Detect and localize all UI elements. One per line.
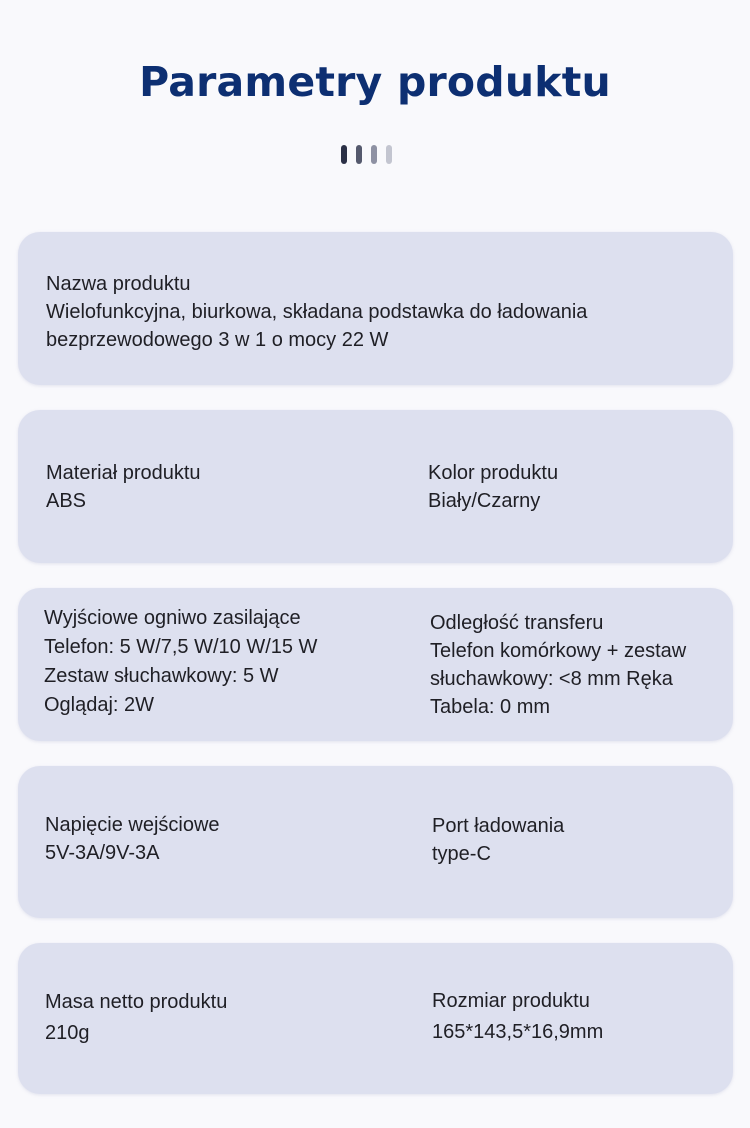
product-name-spec (46, 270, 587, 354)
spec-value: Zestaw słuchawkowy: 5 W (44, 665, 279, 687)
page-indicator-dots (341, 145, 392, 164)
spec-value: 5V-3A/9V-3A (45, 842, 160, 864)
voltage-spec (45, 811, 220, 867)
material-color-card (18, 410, 733, 563)
spec-label: Materiał produktu (46, 462, 201, 484)
voltage-port-card (18, 766, 733, 918)
indicator-dot (371, 145, 377, 164)
spec-value: Oglądaj: 2W (44, 694, 155, 716)
spec-label: Rozmiar produktu (432, 990, 590, 1012)
product-name-card (18, 232, 733, 385)
output-distance-card (18, 588, 733, 741)
spec-label: Kolor produktu (428, 462, 559, 484)
spec-value: 210g (45, 1022, 90, 1044)
spec-label: Nazwa produktu (46, 273, 191, 295)
spec-value: słuchawkowy: <8 mm Ręka (430, 668, 673, 690)
page-title: Parametry produktu (139, 58, 611, 106)
weight-spec (45, 987, 227, 1049)
spec-value: 165*143,5*16,9mm (432, 1021, 604, 1043)
indicator-dot (356, 145, 362, 164)
spec-label: Napięcie wejściowe (45, 814, 220, 836)
spec-value: type-C (432, 843, 491, 865)
material-spec (46, 459, 201, 515)
spec-label: Odległość transferu (430, 612, 604, 634)
spec-value: Biały/Czarny (428, 490, 541, 512)
weight-size-card (18, 943, 733, 1094)
spec-label: Masa netto produktu (45, 991, 228, 1013)
distance-spec (430, 609, 686, 721)
size-spec (432, 986, 603, 1048)
spec-label: Wyjściowe ogniwo zasilające (44, 607, 301, 629)
spec-value: ABS (46, 490, 87, 512)
spec-value: Wielofunkcyjna, biurkowa, składana podstawka do ładowania (46, 301, 588, 323)
spec-label: Port ładowania (432, 815, 565, 837)
indicator-dot (341, 145, 347, 164)
spec-value: Telefon: 5 W/7,5 W/10 W/15 W (44, 636, 318, 658)
spec-value: Tabela: 0 mm (430, 696, 551, 718)
indicator-dot (386, 145, 392, 164)
port-spec (432, 812, 564, 868)
spec-value: Telefon komórkowy + zestaw (430, 640, 687, 662)
color-spec (428, 459, 558, 515)
spec-value: bezprzewodowego 3 w 1 o mocy 22 W (46, 329, 389, 351)
output-spec (44, 604, 317, 720)
